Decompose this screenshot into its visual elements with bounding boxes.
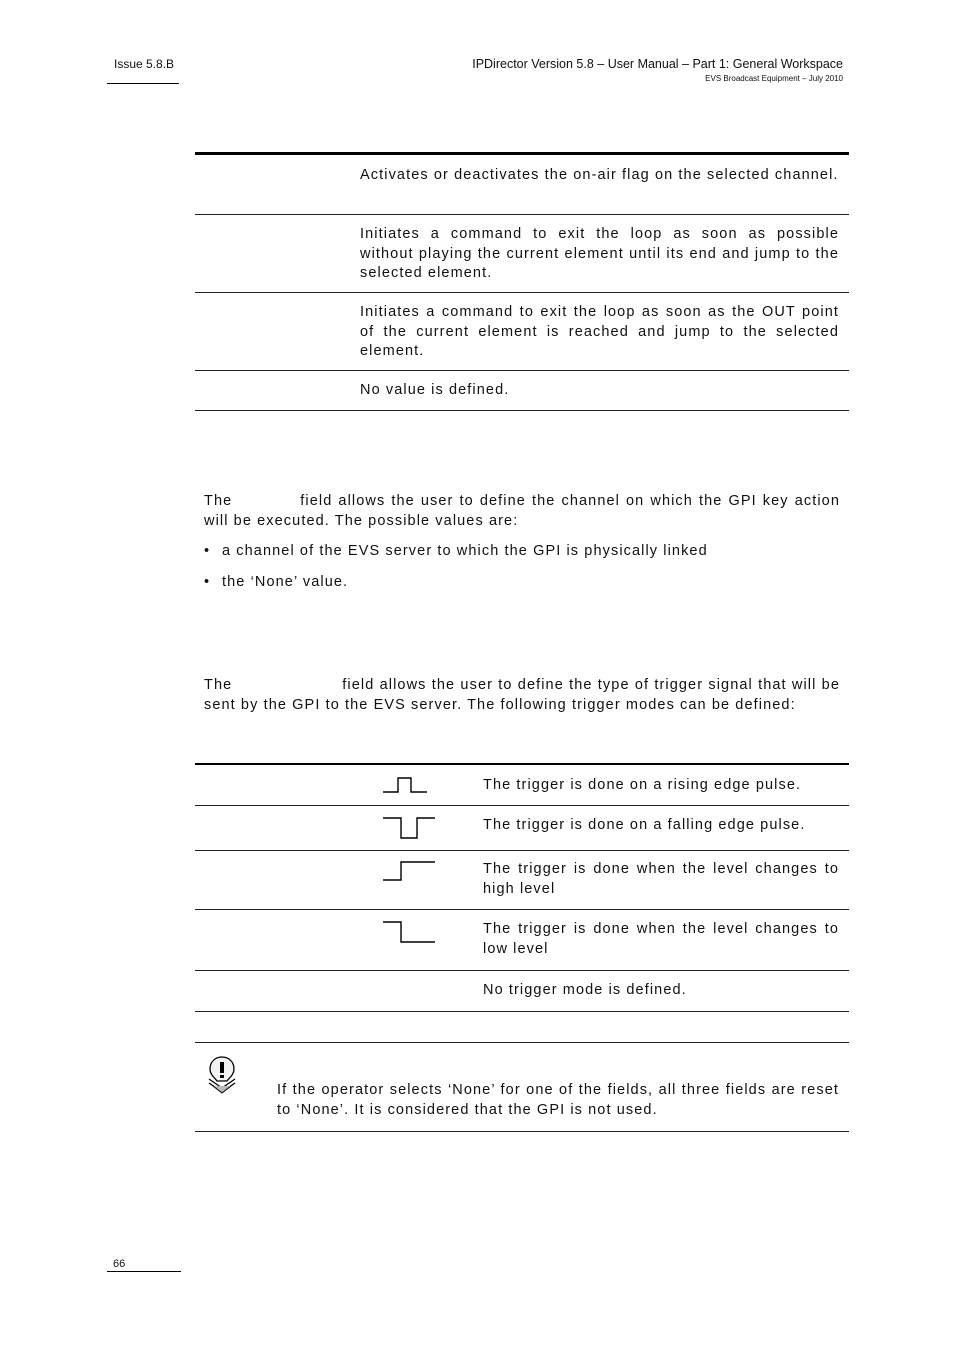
table-row — [195, 293, 849, 371]
table-row — [195, 765, 849, 806]
list-item: • a channel of the EVS server to which the GPI is physically linked — [204, 543, 708, 559]
falling-pulse-icon — [383, 816, 437, 840]
document-subtitle: EVS Broadcast Equipment – July 2010 — [705, 74, 843, 83]
row-description: The trigger is done on a rising edge pulse. — [483, 777, 802, 793]
channel-paragraph — [204, 492, 840, 531]
bullet-icon: • — [204, 574, 211, 590]
table-row — [195, 155, 849, 215]
list-item: • the ‘None’ value. — [204, 574, 349, 590]
table-row — [195, 806, 849, 851]
note-text: If the operator selects ‘None’ for one of the fields, all three fields are reset to ‘None’. It is considered that the GPI is not used. — [277, 1082, 839, 1118]
table-row — [195, 971, 849, 1012]
table-row — [195, 215, 849, 293]
table-row — [195, 851, 849, 910]
table-row — [195, 910, 849, 971]
footer-rule — [107, 1271, 181, 1272]
para-rest: field allows the user to define the channel on which the GPI key action will be executed. The possible values are: — [204, 493, 840, 529]
trigger-mode-table — [195, 763, 849, 1012]
header-left-rule — [107, 83, 179, 84]
rising-pulse-icon — [383, 776, 429, 794]
issue-label: Issue 5.8.B — [114, 57, 175, 71]
row-description: Activates or deactivates the on-air flag on the selected channel. — [360, 167, 839, 183]
row-description: The trigger is done when the level changes to low level — [483, 921, 839, 957]
para-start: The — [204, 677, 233, 693]
warning-note-icon — [205, 1055, 239, 1095]
para-start: The — [204, 493, 233, 509]
loop-action-table — [195, 152, 849, 411]
row-description: The trigger is done when the level changes to high level — [483, 861, 839, 897]
document-title: IPDirector Version 5.8 – User Manual – Part 1: General Workspace — [472, 57, 843, 71]
para-rest: field allows the user to define the type of trigger signal that will be sent by the GPI to the EVS server. The following trigger modes can be defined: — [204, 677, 840, 713]
trigger-paragraph — [204, 676, 840, 715]
bullet-icon: • — [204, 543, 211, 559]
table-row — [195, 371, 849, 411]
row-description: The trigger is done on a falling edge pulse. — [483, 817, 806, 833]
page-number: 66 — [113, 1258, 126, 1270]
row-description: Initiates a command to exit the loop as soon as the OUT point of the current element is reached and jump to the selected element. — [360, 304, 839, 359]
row-description: Initiates a command to exit the loop as soon as possible without playing the current element until its end and jump to the selected element. — [360, 226, 839, 281]
row-description: No value is defined. — [360, 382, 510, 398]
row-description: No trigger mode is defined. — [483, 982, 687, 998]
level-high-icon — [383, 860, 437, 882]
note-box — [195, 1042, 849, 1132]
level-low-icon — [383, 920, 437, 944]
